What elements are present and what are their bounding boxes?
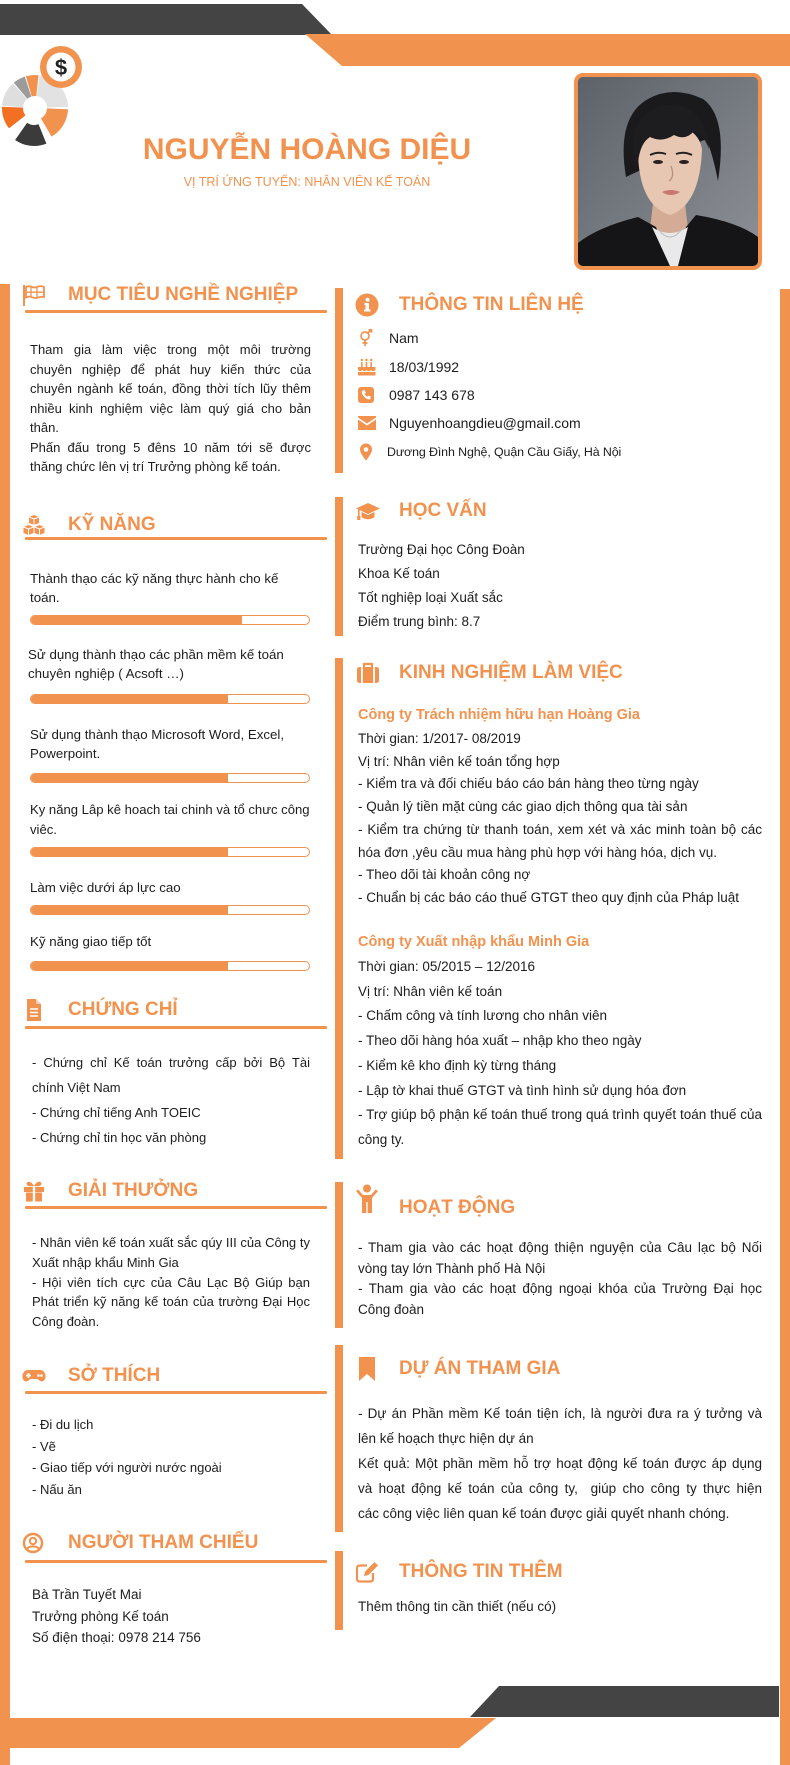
job-line: - Kiểm kê kho định kỳ từng tháng [358, 1057, 557, 1073]
heading-underline [25, 537, 327, 540]
certificate-line: - Chứng chỉ tiếng Anh TOEIC [32, 1105, 201, 1120]
skill-level-fill [31, 962, 228, 970]
contact-birthday [357, 356, 767, 378]
section-title: THÔNG TIN THÊM [399, 1561, 563, 1582]
section-heading-hobbies [22, 1363, 327, 1389]
hobby-item: - Vẽ [32, 1438, 56, 1454]
envelope-icon [357, 414, 377, 432]
gift-icon [22, 1180, 46, 1202]
job-line: - Theo dõi tài khoản công nợ [358, 867, 531, 883]
skill-level-fill [31, 848, 228, 856]
project-line: và hoạt động kế toán của công ty, giúp cho công ty thực hiện [358, 1481, 762, 1496]
section-heading-additional [355, 1558, 765, 1586]
job-company: Công ty Trách nhiệm hữu hạn Hoàng Gia [358, 707, 640, 723]
gamepad-icon [22, 1365, 46, 1387]
contact-value: Nam [389, 330, 419, 346]
skill-level-bar [30, 961, 310, 971]
hobby-item: - Đi du lịch [32, 1417, 94, 1432]
certificate-line: - Chứng chỉ Kế toán trưởng cấp bởi Bộ Tài [32, 1055, 310, 1070]
header-banner-orange [305, 34, 790, 66]
project-line: - Dự án Phần mềm Kế toán tiện ích, là người đưa ra ý tưởng và [358, 1406, 762, 1421]
skill-level-bar [30, 615, 310, 625]
skill-item [30, 800, 310, 840]
footer-banner-orange [10, 1718, 496, 1748]
skill-item [30, 725, 284, 763]
awards-list [32, 1233, 310, 1332]
job-company: Công ty Xuất nhập khẩu Minh Gia [358, 934, 590, 950]
section-title: KINH NGHIỆM LÀM VIỆC [399, 662, 623, 683]
hobby-item: - Giao tiếp với người nước ngoài [32, 1460, 222, 1476]
job-line: công ty. [358, 1131, 405, 1147]
applied-position: VỊ TRÍ ỨNG TUYỂN: NHÂN VIÊN KẾ TOÁN [183, 175, 431, 189]
section-heading-activities [355, 1194, 765, 1222]
heading-underline [25, 1560, 327, 1563]
contact-value: 18/03/1992 [389, 359, 460, 375]
section-heading-projects [355, 1355, 765, 1383]
section-accent-bar [335, 658, 343, 1159]
job-line: Vị trí: Nhân viên kế toán tổng hợp [358, 753, 560, 769]
certificates-list [32, 1050, 310, 1150]
section-accent-bar [335, 1345, 343, 1532]
header-banner [0, 0, 790, 70]
briefcase-icon [355, 661, 381, 685]
skill-label-line: Ky năng Lâp kê hoach tai chinh và tổ chưc công [30, 802, 310, 817]
objective-line: chuyên ngành kế toán, đồng thời tích lũy thêm [30, 381, 311, 396]
contact-gender [357, 327, 767, 349]
activity-line: - Tham gia vào các hoạt động ngoại khóa của Trường Đại học [358, 1281, 762, 1297]
contact-value: 0987 143 678 [389, 387, 475, 403]
cubes-icon [22, 514, 46, 536]
skill-item [30, 932, 151, 951]
education-line: Điểm trung bình: 8.7 [358, 614, 481, 629]
reference-line: Bà Trần Tuyết Mai [32, 1587, 142, 1602]
objective-line: nhiều kinh nghiệm việc làm quý giá cho bản [30, 400, 311, 416]
bookmark-icon [355, 1357, 381, 1381]
job-line: - Trợ giúp bộ phận kế toán thuế trong quá trình quyết toán thuế của [358, 1107, 762, 1123]
award-line: Phát triển kỹ năng kế toán của trường Đại Học [32, 1294, 310, 1310]
education-line: Trường Đại học Công Đoàn [358, 542, 525, 557]
projects-list [358, 1401, 762, 1526]
skill-level-fill [31, 774, 228, 782]
candidate-name: NGUYỄN HOÀNG DIỆU [142, 133, 472, 166]
skill-label-line: Làm việc dưới áp lực cao [30, 880, 181, 895]
job-details [358, 955, 762, 1153]
section-accent-bar [335, 288, 343, 473]
award-line: - Hội viên tích cực của Câu Lạc Bộ Giúp bạn [32, 1274, 310, 1290]
hobby-item: - Nấu ăn [32, 1482, 82, 1498]
section-accent-bar [335, 1551, 343, 1630]
project-line: lên kế hoạch thực hiện dự án [358, 1431, 534, 1446]
project-line: Kết quả: Một phần mềm hỗ trợ hoạt động kế toán được áp dụng [358, 1456, 762, 1471]
edit-icon [355, 1560, 381, 1584]
graduation-cap-icon [355, 499, 381, 523]
skill-level-fill [31, 906, 228, 914]
footer-banner [0, 1680, 790, 1765]
job-line: Thời gian: 05/2015 – 12/2016 [358, 959, 535, 974]
child-icon [355, 1184, 379, 1214]
award-line: Xuất nhập khẩu Minh Gia [32, 1254, 179, 1270]
section-title: THÔNG TIN LIÊN HỆ [399, 294, 584, 315]
section-title: KỸ NĂNG [68, 514, 156, 535]
objective-text [30, 340, 311, 477]
job-line: Vị trí: Nhân viên kế toán [358, 983, 503, 999]
section-title: MỤC TIÊU NGHỀ NGHIỆP [68, 284, 299, 305]
objective-line: chuyên nghiệp để phát huy kiến thức của [30, 361, 311, 377]
left-edge-bar [0, 284, 10, 1765]
skill-item [30, 878, 181, 897]
contact-value: Dương Đình Nghệ, Quận Cầu Giấy, Hà Nội [387, 445, 622, 459]
section-heading-certificates [22, 997, 327, 1023]
user-circle-icon [22, 1532, 46, 1554]
job-line: - Kiểm tra chứng từ thanh toán, xem xét và xác minh toàn bộ các [358, 821, 762, 837]
skill-level-fill [31, 695, 228, 703]
award-line: Công đoàn. [32, 1314, 100, 1329]
section-accent-bar [335, 497, 343, 636]
additional-info [358, 1596, 556, 1617]
reference-line: Số điện thoại: 0978 214 756 [32, 1630, 201, 1645]
heading-underline [25, 1391, 327, 1394]
contact-email [357, 412, 767, 434]
reference-line: Trưởng phòng Kế toán [32, 1608, 169, 1624]
job-details [358, 728, 762, 910]
map-marker-icon [357, 443, 377, 461]
hobbies-list [32, 1414, 222, 1501]
skill-label-line: Sử dụng thành thạo Microsoft Word, Excel, [30, 727, 285, 742]
job-line: Thời gian: 1/2017- 08/2019 [358, 731, 521, 746]
skill-label-line: Kỹ năng giao tiếp tốt [30, 934, 152, 949]
section-heading-contact [355, 291, 765, 319]
education-details [358, 538, 525, 634]
project-line: các công việc liên quan kế toán được giải quyết nhanh chóng. [358, 1506, 730, 1521]
heading-underline [25, 310, 327, 313]
activity-line: - Tham gia vào các hoạt động thiện nguyện của Câu lạc bộ Nối [358, 1240, 762, 1255]
section-title: DỰ ÁN THAM GIA [399, 1358, 561, 1379]
section-heading-skills [22, 512, 327, 538]
flag-checkered-icon [22, 284, 46, 306]
objective-line: thăng chức lên vị trí Trưởng phòng kế toán. [30, 459, 281, 474]
skill-label-line: toán. [30, 590, 60, 605]
section-title: HỌC VẤN [399, 500, 487, 521]
contact-phone [357, 384, 767, 406]
right-edge-bar [780, 289, 790, 1765]
header-banner-dark [0, 4, 332, 35]
section-heading-experience [355, 659, 765, 687]
job-line: - Lập tờ khai thuế GTGT và tình hình sử dụng hóa đơn [358, 1082, 687, 1098]
footer-banner-dark [470, 1686, 779, 1717]
accounting-chart-coin-icon [0, 40, 100, 155]
logo-dollar-sign: $ [54, 55, 68, 80]
skill-level-bar [30, 694, 310, 704]
section-title: SỞ THÍCH [68, 1365, 161, 1386]
skill-level-bar [30, 905, 310, 915]
heading-underline [25, 1206, 327, 1209]
skill-label-line: Thành thạo các kỹ năng thực hành cho kế [30, 571, 279, 586]
heading-underline [25, 1026, 327, 1029]
activity-line: Công đoàn [358, 1302, 425, 1318]
skill-label-line: Sử dụng thành thạo các phần mềm kế toán [28, 647, 284, 662]
section-accent-bar [335, 1182, 343, 1328]
objective-line: Tham gia làm việc trong một môi trường [30, 342, 311, 357]
education-line: Tốt nghiệp loại Xuất sắc [358, 590, 503, 605]
skill-label-line: chuyên nghiệp ( Acsoft …) [28, 666, 184, 681]
skill-level-fill [31, 616, 242, 624]
objective-line: Phấn đấu trong 5 đêns 10 năm tới sẽ được [30, 439, 311, 455]
objective-line: thân. [30, 420, 59, 435]
education-line: Khoa Kế toán [358, 566, 440, 581]
job-line: - Theo dõi hàng hóa xuất – nhập kho theo ngày [358, 1033, 642, 1049]
references-list [32, 1584, 201, 1649]
contact-address [357, 441, 767, 463]
section-title: CHỨNG CHỈ [68, 999, 178, 1020]
job-line: - Quản lý tiền mặt cùng các giao dịch thông qua tài sản [358, 799, 688, 815]
certificate-line: chính Việt Nam [32, 1080, 121, 1095]
job-line: - Chấm công và tính lương cho nhân viên [358, 1008, 608, 1024]
job-line: - Chuẩn bị các báo cáo thuế GTGT theo quy định của Pháp luật [358, 889, 739, 905]
section-title: HOẠT ĐỘNG [399, 1197, 516, 1218]
activities-list [358, 1238, 762, 1321]
section-title: NGƯỜI THAM CHIẾU [68, 1532, 259, 1553]
job-line: - Kiểm tra và đối chiếu báo cáo bán hàng theo từng ngày [358, 776, 699, 792]
profile-photo [574, 73, 762, 270]
skill-item [28, 645, 284, 683]
job-line: hóa đơn ,yêu cầu mua hàng phù hợp với hàng hóa, dịch vụ. [358, 844, 718, 860]
section-heading-objective [22, 282, 327, 308]
skill-label-line: viêc. [30, 822, 57, 837]
skill-level-bar [30, 773, 310, 783]
phone-icon [357, 386, 377, 404]
file-text-icon [22, 999, 46, 1021]
additional-line: Thêm thông tin cần thiết (nếu có) [358, 1599, 557, 1614]
certificate-line: - Chứng chỉ tin học văn phòng [32, 1130, 207, 1145]
award-line: - Nhân viên kế toán xuất sắc qúy III của Công ty [32, 1235, 310, 1250]
birthday-cake-icon [357, 358, 377, 376]
contact-value: Nguyenhoangdieu@gmail.com [389, 415, 581, 431]
skill-item [30, 569, 278, 607]
section-heading-references [22, 1530, 327, 1556]
skill-level-bar [30, 847, 310, 857]
section-heading-education [355, 497, 765, 525]
gender-icon [357, 329, 377, 347]
skill-label-line: Powerpoint. [30, 746, 101, 761]
section-heading-awards [22, 1178, 327, 1204]
info-circle-icon [355, 293, 381, 317]
activity-line: vòng tay lớn Thành phố Hà Nội [358, 1260, 546, 1276]
section-title: GIẢI THƯỞNG [68, 1180, 199, 1201]
